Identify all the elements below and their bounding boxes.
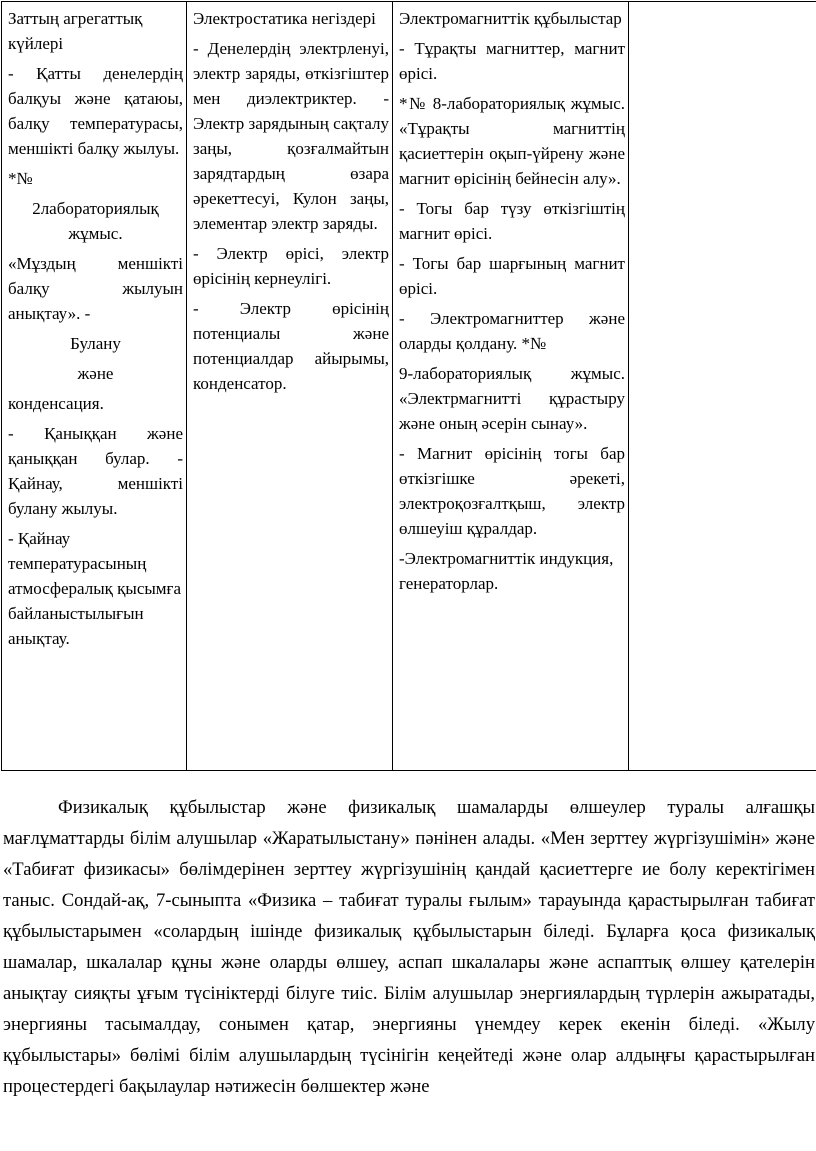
cell-item: - Денелердің электрленуі, электр заряды, өткізгіштер мен диэлектриктер. - Электр зарядының сақталу заңы, қозғалмайтын зарядтардың өзара әрекеттесуі, Кулон заңы, элементар электр заряды.	[193, 39, 389, 233]
cell-item: - Электромагниттер және оларды қолдану. *№	[399, 309, 625, 353]
table-cell-aggregate-states	[2, 2, 187, 771]
cell-item: - Тұрақты магниттер, магнит өрісі.	[399, 39, 625, 83]
table-cell-electrostatics	[187, 2, 393, 771]
cell-item: - Қаныққан және қаныққан булар. - Қайнау, меншікті булану жылуы.	[8, 424, 183, 518]
cell-item: 9-лабораториялық жұмыс. «Электрмагнитті құрастыру және оның әсерін сынау».	[399, 364, 625, 433]
cell-item: - Қатты денелердің балқуы және қатаюы, балқу температурасы, меншікті балқу жылуы.	[8, 64, 183, 158]
cell-item: *№ 8-лабораториялық жұмыс. «Тұрақты магниттің қасиеттерін оқып-үйрену және магнит өрісінің бейнесін алу».	[399, 94, 625, 188]
cell-item: Булану	[70, 334, 121, 353]
cell-item: -Электромагниттік индукция, генераторлар.	[399, 549, 614, 593]
cell-heading: Электромагниттік құбылыстар	[399, 9, 622, 28]
cell-heading: Электростатика негіздері	[193, 9, 376, 28]
cell-item: *№	[8, 169, 33, 188]
cell-item: - Қайнау температурасының атмосфералық қысымға байланыстылығын анықтау.	[8, 529, 182, 648]
cell-item: - Электр өрісінің потенциалы және потенциалдар айырымы, конденсатор.	[193, 299, 389, 393]
cell-item: - Электр өрісі, электр өрісінің кернеулігі.	[193, 244, 389, 288]
cell-heading: Заттың агрегаттық күйлері	[8, 9, 143, 53]
table-cell-electromagnetism	[393, 2, 629, 771]
cell-item: конденсация.	[8, 394, 104, 413]
cell-item: 2лабораториялық жұмыс.	[32, 199, 159, 243]
cell-item: - Тогы бар шарғының магнит өрісі.	[399, 254, 625, 298]
table-cell-empty	[629, 2, 816, 771]
curriculum-table	[1, 1, 816, 771]
cell-item: - Тогы бар түзу өткізгіштің магнит өрісі.	[399, 199, 625, 243]
body-paragraph: Физикалық құбылыстар және физикалық шамаларды өлшеулер туралы алғашқы мағлұматтарды білім алушылар «Жаратылыстану» пәнінен алады. «Мен зерттеу жүргізушімін» және «Табиғат физикасы» бөлімдерінен зерттеу жүргізушінің қандай қасиеттерге ие болу керектігімен таныс. Сондай-ақ, 7-сыныпта «Физика – табиғат туралы ғылым» тарауында қарастырылған табиғат құбылыстарымен «солардың ішінде физикалық құбылыстарын біледі. Бұларға қоса физикалық шамалар, шкалалар құны және оларды өлшеу, аспап шкалалары және аспаптық өлшеу қателерін анықтау сияқты ұғым түсініктерді білуге тиіс. Білім алушылар энергиялардың түрлерін ажыратады, энергияны тасымалдау, сонымен қатар, энергияны үнемдеу керек екенін біледі. «Жылу құбылыстары» бөлімі білім алушылардың түсінігін кеңейтеді және олар алдыңғы қарастырылған процестердегі бақылаулар нәтижесін бөлшектер және	[3, 797, 815, 1097]
cell-item: және	[77, 364, 114, 383]
cell-item: «Мұздың меншікті балқу жылуын анықтау». -	[8, 254, 183, 323]
cell-item: - Магнит өрісінің тогы бар өткізгішке әрекеті, электроқозғалтқыш, электр өлшеуіш құралдар.	[399, 444, 625, 538]
